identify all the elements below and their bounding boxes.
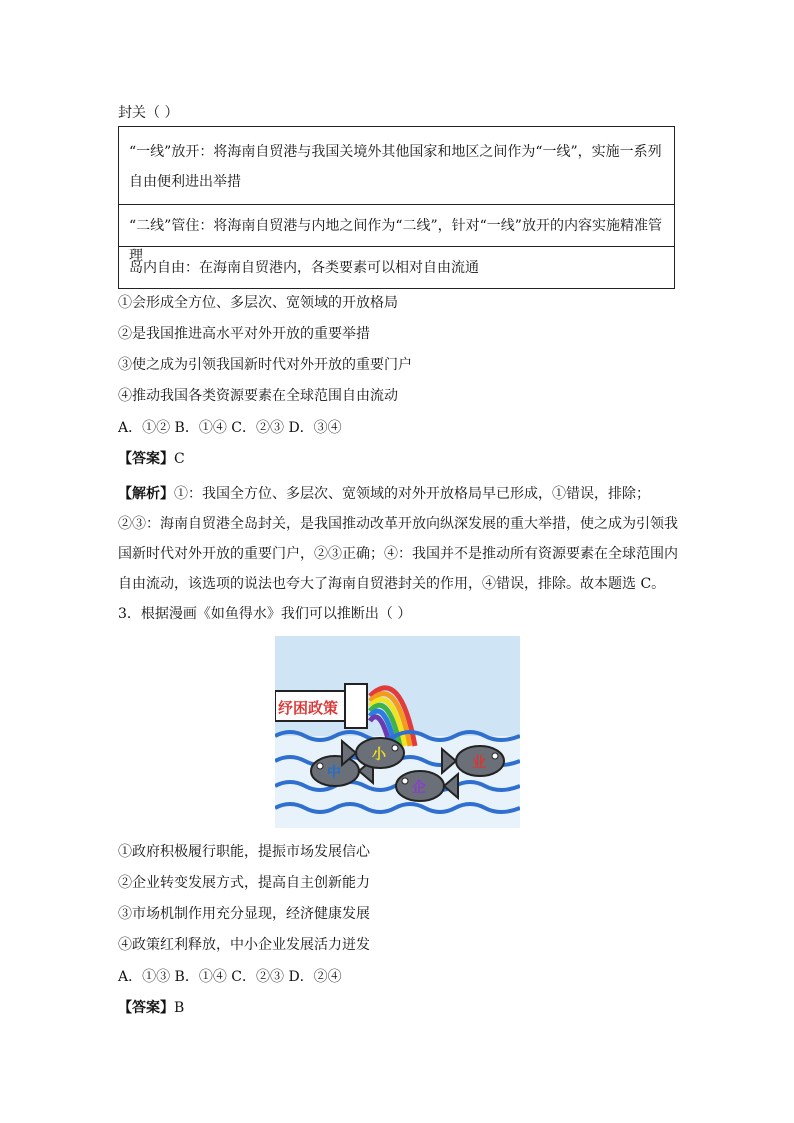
fish-char: 中 xyxy=(327,765,341,781)
q2-analysis xyxy=(118,479,678,599)
answer-label: 【答案】 xyxy=(118,1000,174,1016)
q2-option-1: ①会形成全方位、多层次、宽领域的开放格局 xyxy=(118,295,398,311)
answer-value: C xyxy=(174,451,185,467)
table-row: “一线”放开：将海南自贸港与我国关境外其他国家和地区之间作为“一线”，实施一系列自由便利进出举措 xyxy=(119,127,674,205)
q3-option-1: ①政府积极履行职能，提振市场发展信心 xyxy=(118,844,370,860)
question-2-stem-tail: 封关（ ） xyxy=(118,105,179,121)
q3-choices: A．①③ B．①④ C．②③ D．②④ xyxy=(118,969,342,985)
table-row: “二线”管住：将海南自贸港与内地之间作为“二线”，针对“一线”放开的内容实施精准管理 xyxy=(119,205,674,247)
q3-option-2: ②企业转变发展方式，提高自主创新能力 xyxy=(118,875,370,891)
cartoon-fish-in-water xyxy=(275,636,520,828)
q3-option-3: ③市场机制作用充分显现，经济健康发展 xyxy=(118,906,370,922)
q2-option-4: ④推动我国各类资源要素在全球范围自由流动 xyxy=(118,388,398,404)
policy-table xyxy=(118,126,675,289)
fish-char: 小 xyxy=(372,747,386,763)
q3-option-4: ④政策红利释放，中小企业发展活力迸发 xyxy=(118,937,370,953)
fish-char: 业 xyxy=(472,755,486,771)
pipe-label: 纾困政策 xyxy=(278,699,339,717)
answer-value: B xyxy=(174,1000,185,1016)
q2-choices: A．①② B．①④ C．②③ D．③④ xyxy=(118,420,342,436)
q2-answer xyxy=(118,449,185,469)
q2-option-3: ③使之成为引领我国新时代对外开放的重要门户 xyxy=(118,357,412,373)
table-row: 岛内自由：在海南自贸港内，各类要素可以相对自由流通 xyxy=(129,260,479,276)
fish-char: 企 xyxy=(412,780,426,796)
q3-answer xyxy=(118,998,184,1018)
analysis-label: 【解析】 xyxy=(118,486,174,502)
q2-option-2: ②是我国推进高水平对外开放的重要举措 xyxy=(118,326,370,342)
question-3-stem: 3．根据漫画《如鱼得水》我们可以推断出（ ） xyxy=(118,606,412,622)
answer-label: 【答案】 xyxy=(118,451,174,467)
policy-pipe xyxy=(275,684,367,728)
analysis-text: ①：我国全方位、多层次、宽领域的对外开放格局早已形成，①错误，排除；②③：海南自贸港全岛封关，是我国推动改革开放向纵深发展的重大举措，使之成为引领我国新时代对外开放的重要门户，②③正确；④：我国并不是推动所有资源要素在全球范围内自由流动，该选项的说法也夸大了海南自贸港封关的作用，④错误，排除。故本题选 C。 xyxy=(118,486,678,592)
